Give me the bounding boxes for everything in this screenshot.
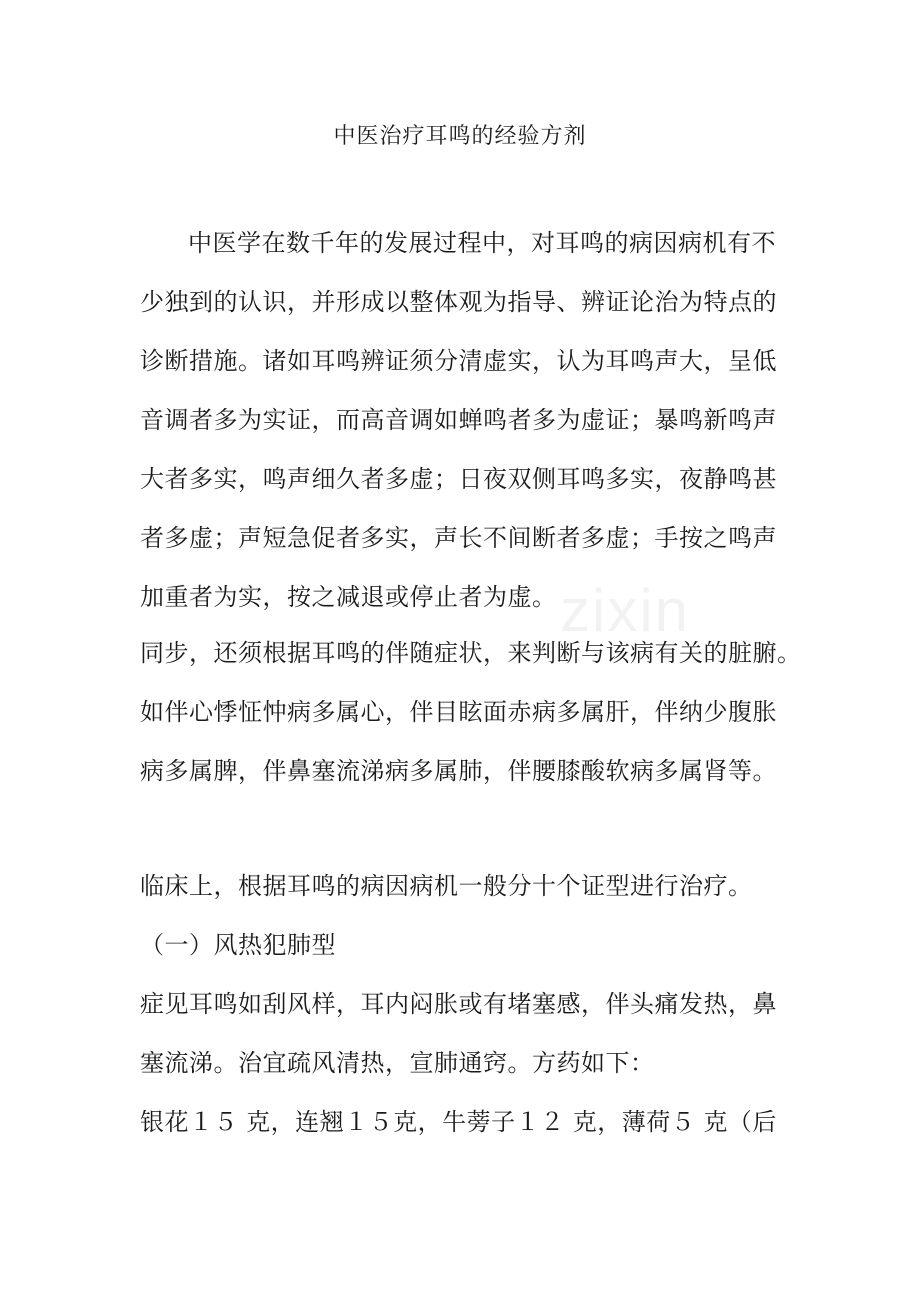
text-line: 中医学在数千年的发展过程中，对耳鸣的病因病机有不 [188,229,776,257]
paragraph-clinical [140,857,790,1152]
text-line: 少独到的认识，并形成以整体观为指导、辨证论治为特点的 [140,288,777,316]
section-heading: （一）风热犯肺型 [140,931,336,959]
text-line: 大者多实，鸣声细久者多虚；日夜双侧耳鸣多实，夜静鸣甚 [140,465,777,493]
text-line: 诊断措施。诸如耳鸣辨证须分清虚实，认为耳鸣声大，呈低 [140,347,777,375]
paragraph-symptoms [140,624,802,801]
paragraph-intro [140,214,790,627]
text-line: 塞流涕。治宜疏风清热，宣肺通窍。方药如下： [140,1049,655,1077]
text-line: 临床上，根据耳鸣的病因病机一般分十个证型进行治疗。 [140,872,753,900]
text-line: 者多虚；声短急促者多实，声长不间断者多虚；手按之鸣声 [140,524,777,552]
text-line: 如伴心悸怔忡病多属心，伴目眩面赤病多属肝，伴纳少腹胀 [140,698,777,726]
watermark-text: zixin [560,577,691,644]
text-line: 症见耳鸣如刮风样，耳内闷胀或有堵塞感，伴头痛发热，鼻 [140,990,777,1018]
text-line: 音调者多为实证，而高音调如蝉鸣者多为虚证；暴鸣新鸣声 [140,406,777,434]
text-line: 同步，还须根据耳鸣的伴随症状，来判断与该病有关的脏腑。 [140,639,802,667]
text-line: 银花１５ 克，连翘１５克，牛蒡子１２ 克，薄荷５ 克（后 [140,1108,777,1136]
document-title: 中医治疗耳鸣的经验方剂 [333,124,587,149]
text-line: 加重者为实，按之减退或停止者为虚。 [140,583,557,611]
text-line: 病多属脾，伴鼻塞流涕病多属肺，伴腰膝酸软病多属肾等。 [140,757,777,785]
